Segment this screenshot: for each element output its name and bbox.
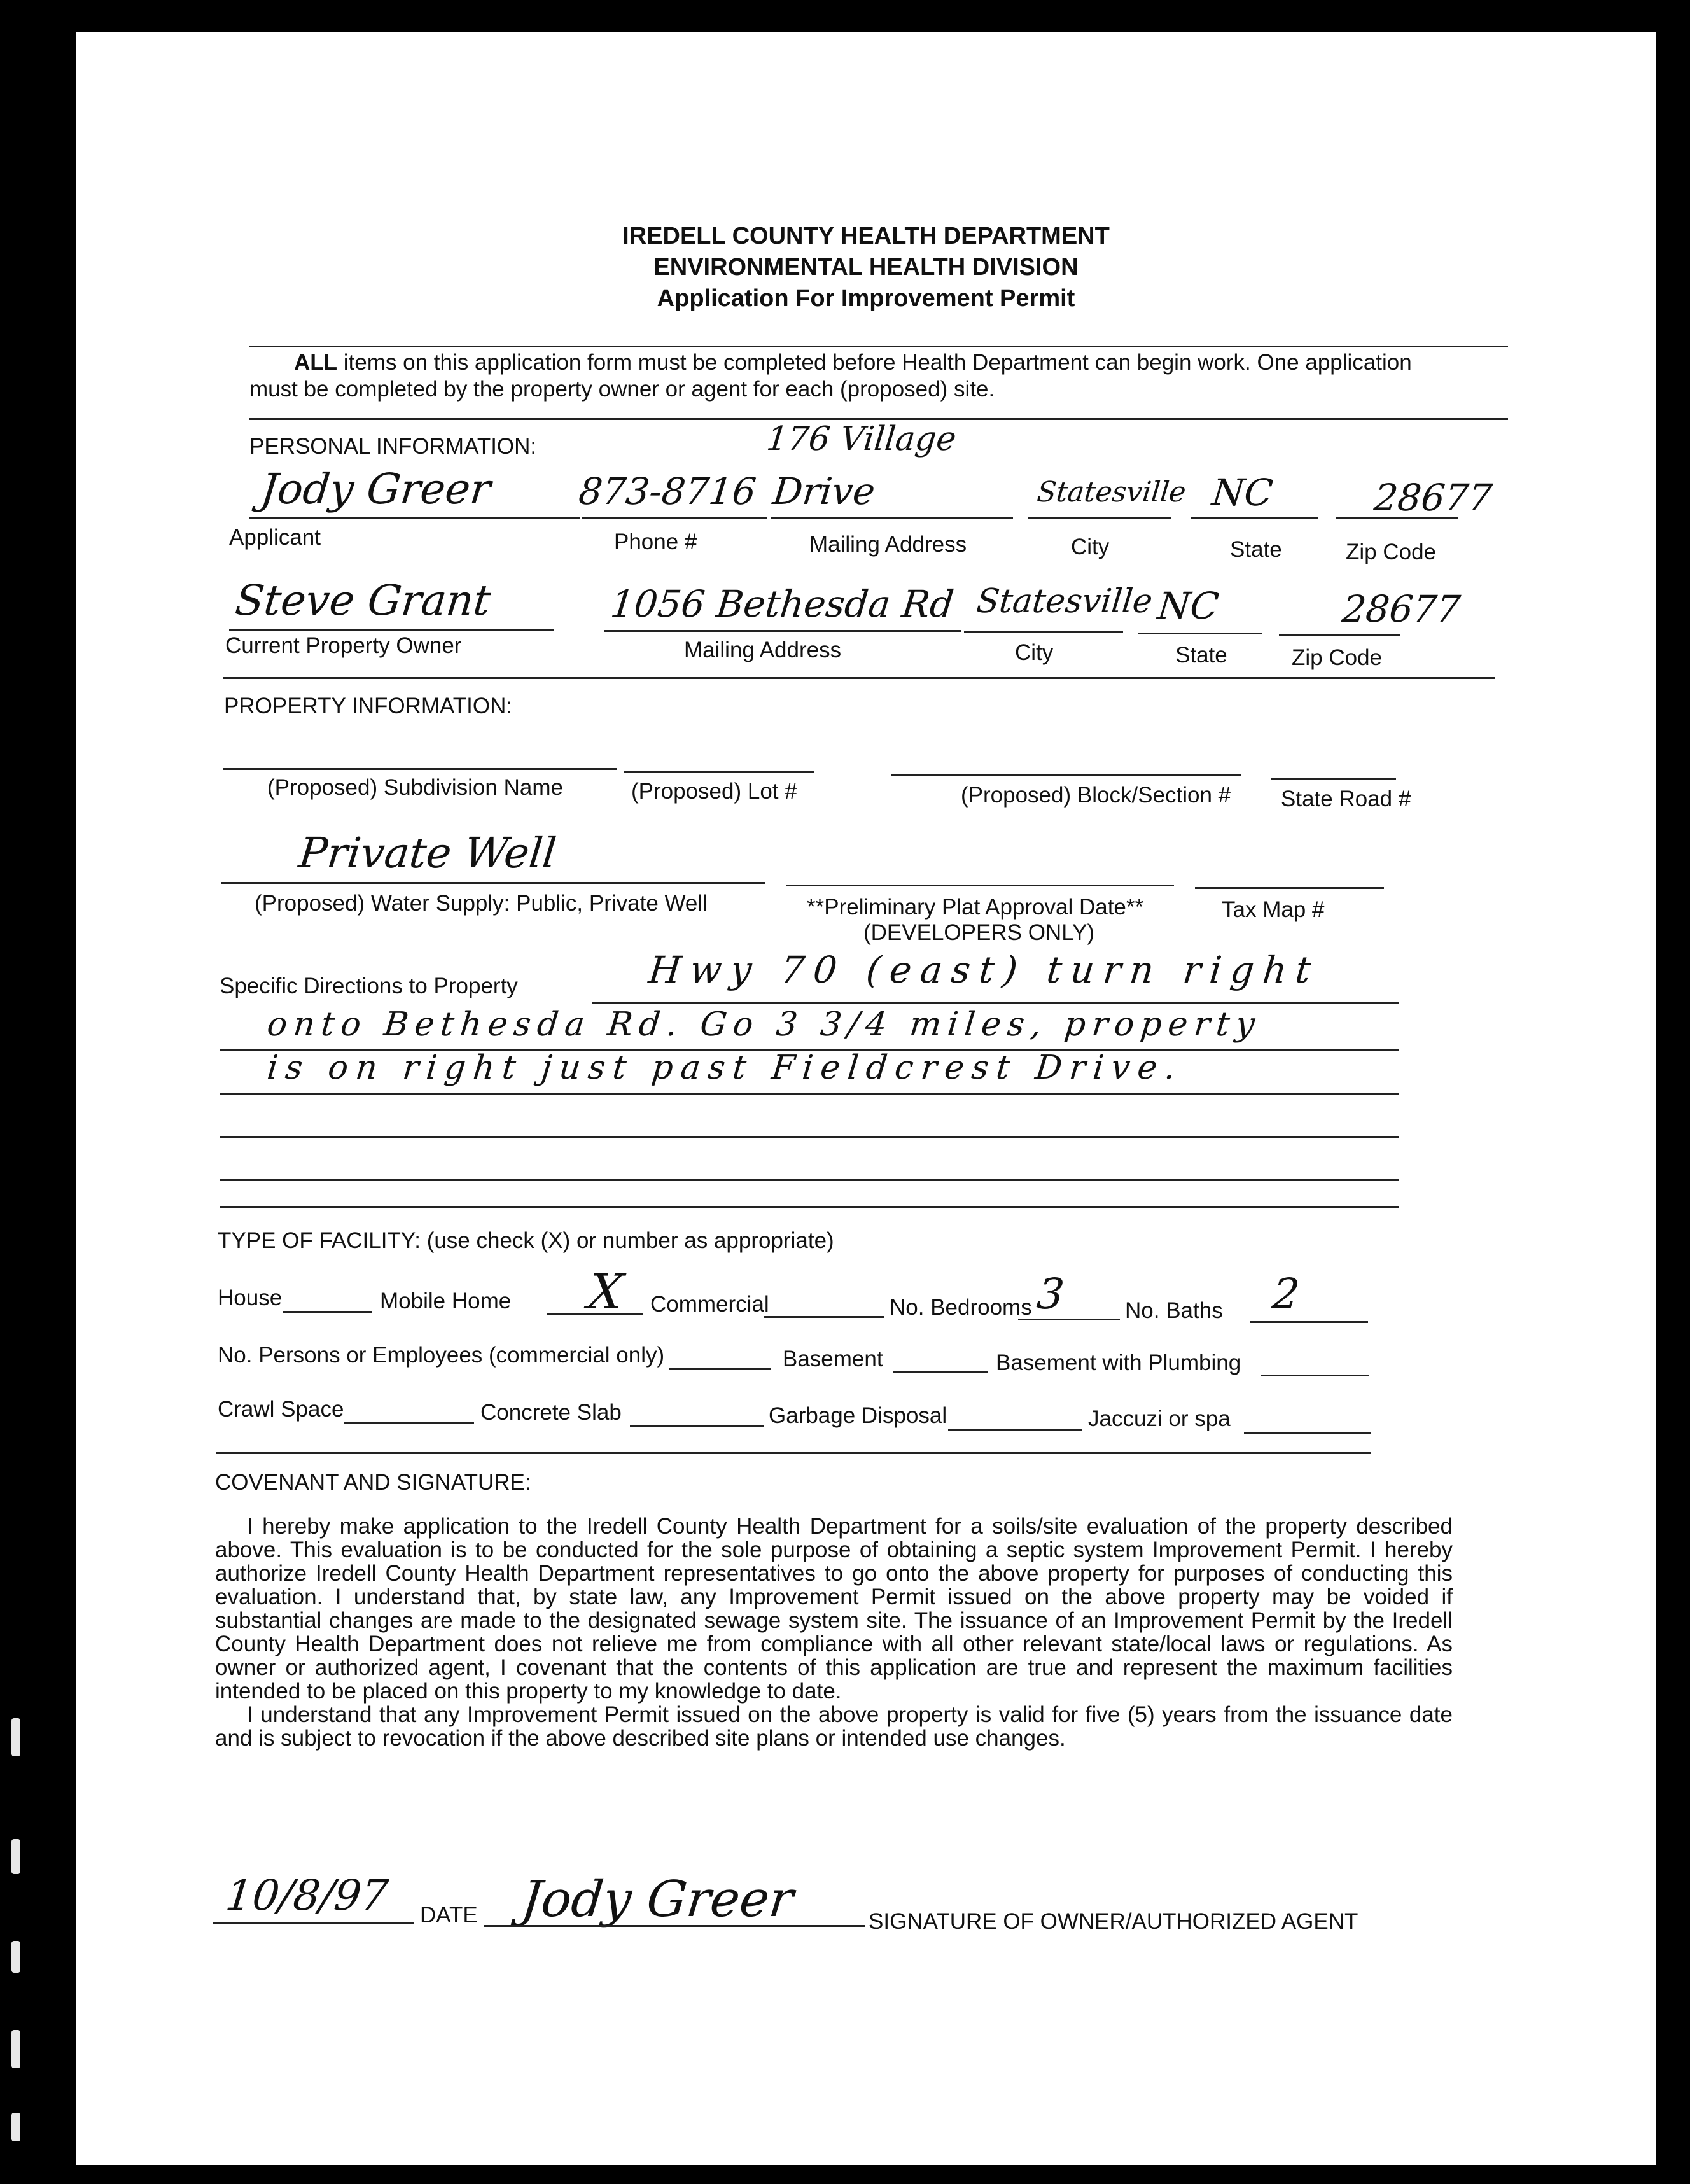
- signature: Jody Greer: [519, 1871, 796, 1928]
- mobile-home-line: [547, 1313, 643, 1315]
- divider: [216, 1452, 1371, 1454]
- concrete-slab-line: [630, 1425, 764, 1427]
- covenant-paragraph-1: I hereby make application to the Iredell County Health Department for a soils/site evaluation of the property described above. This evaluation is to be conducted for the sole purpose of obtaining a septic system Improvement Permit. I hereby authorize Iredell County Health Department representatives to go onto the above property for purposes of conducting this evaluation. I understand that, by state law, any Improvement Permit issued on the above property may be voided if substantial changes are made to the designated sewage system site. The issuance of an Improvement Permit by the Iredell County Health Department does not relieve me from compliance with all other relevant state/local laws or regulations. As owner or authorized agent, I covenant that the contents of this application are true and represent the maximum facilities intended to be placed on this property to my knowledge to date.: [215, 1514, 1453, 1704]
- persons-line: [669, 1368, 771, 1370]
- label-jacuzzi: Jaccuzi or spa: [1088, 1406, 1231, 1431]
- owner-city-line: [964, 631, 1123, 633]
- signature-line: [484, 1925, 865, 1927]
- house-line: [283, 1311, 372, 1313]
- owner-state-line: [1138, 633, 1262, 634]
- label-commercial: Commercial: [650, 1292, 769, 1317]
- applicant-state: NC: [1210, 471, 1275, 514]
- owner-name: Steve Grant: [232, 576, 493, 625]
- garbage-disposal-line: [948, 1429, 1082, 1431]
- scan-edge-mark: [11, 1839, 20, 1874]
- applicant-name: Jody Greer: [258, 465, 493, 514]
- facility-section-title: TYPE OF FACILITY: (use check (X) or number as appropriate): [218, 1228, 834, 1253]
- plat-date-line: [786, 885, 1174, 886]
- water-supply-value: Private Well: [296, 829, 559, 878]
- mobile-home-mark: X: [585, 1263, 626, 1320]
- header-department: IREDELL COUNTY HEALTH DEPARTMENT: [622, 223, 1110, 249]
- date-value: 10/8/97: [223, 1871, 391, 1920]
- commercial-line: [764, 1316, 884, 1318]
- label-date: DATE: [420, 1903, 478, 1928]
- label-plat-date: **Preliminary Plat Approval Date**: [807, 895, 1144, 920]
- owner-city: Statesville: [974, 582, 1155, 620]
- label-concrete-slab: Concrete Slab: [480, 1400, 622, 1425]
- label-state: State: [1230, 537, 1282, 562]
- tax-map-line: [1195, 887, 1384, 889]
- directions-line3: is on right just past Fieldcrest Drive.: [265, 1049, 1185, 1087]
- label-basement: Basement: [783, 1347, 883, 1371]
- applicant-city-line: [1028, 517, 1171, 519]
- label-garbage-disposal: Garbage Disposal: [769, 1403, 947, 1428]
- directions-line-1: [592, 1002, 1399, 1004]
- jacuzzi-line: [1244, 1432, 1371, 1434]
- scan-edge-mark: [11, 2113, 20, 2141]
- label-owner-city: City: [1015, 640, 1054, 665]
- applicant-name-line: [249, 517, 580, 519]
- header-division: ENVIRONMENTAL HEALTH DIVISION: [653, 254, 1079, 281]
- label-mailing-address: Mailing Address: [809, 532, 967, 557]
- applicant-phone-line: [582, 517, 767, 519]
- applicant-address-line: [771, 517, 1013, 519]
- applicant-state-line: [1191, 517, 1318, 519]
- label-phone: Phone #: [614, 529, 697, 554]
- label-house: House: [218, 1285, 283, 1310]
- directions-line-3: [220, 1093, 1399, 1095]
- water-supply-line: [221, 882, 765, 884]
- label-crawl-space: Crawl Space: [218, 1397, 344, 1422]
- owner-state: NC: [1156, 584, 1221, 627]
- owner-address: 1056 Bethesda Rd: [608, 582, 956, 626]
- baths-value: 2: [1269, 1270, 1302, 1319]
- basement-line: [893, 1371, 988, 1373]
- scan-edge-mark: [11, 2030, 20, 2068]
- directions-line-4: [220, 1136, 1399, 1138]
- label-subdivision: (Proposed) Subdivision Name: [267, 775, 563, 800]
- applicant-zip: 28677: [1372, 476, 1495, 519]
- label-block: (Proposed) Block/Section #: [961, 783, 1231, 808]
- owner-address-line: [604, 630, 961, 632]
- label-owner-zip: Zip Code: [1292, 645, 1383, 670]
- block-line: [891, 774, 1241, 776]
- label-state-road: State Road #: [1281, 787, 1411, 811]
- label-applicant: Applicant: [229, 525, 321, 550]
- date-line: [213, 1922, 414, 1924]
- owner-zip: 28677: [1340, 587, 1463, 631]
- header-form-title: Application For Improvement Permit: [657, 285, 1075, 312]
- scan-edge-mark: [11, 1941, 20, 1973]
- bedrooms-line: [1018, 1319, 1120, 1320]
- label-owner-mailing-address: Mailing Address: [684, 638, 842, 662]
- applicant-address-line1: 176 Village: [764, 420, 958, 458]
- applicant-zip-line: [1336, 517, 1458, 519]
- label-lot: (Proposed) Lot #: [631, 779, 797, 804]
- applicant-city: Statesville: [1035, 476, 1188, 508]
- label-basement-plumbing: Basement with Plumbing: [996, 1350, 1241, 1375]
- instructions: [249, 350, 1516, 402]
- label-zip: Zip Code: [1346, 540, 1437, 564]
- label-baths: No. Baths: [1125, 1298, 1223, 1323]
- personal-section-title: PERSONAL INFORMATION:: [249, 434, 537, 459]
- label-directions: Specific Directions to Property: [220, 974, 518, 998]
- directions-line2: onto Bethesda Rd. Go 3 3/4 miles, property: [265, 1005, 1263, 1044]
- divider: [249, 346, 1508, 347]
- instructions-bold: ALL: [294, 350, 338, 375]
- divider: [220, 1206, 1399, 1208]
- label-water-supply: (Proposed) Water Supply: Public, Private Well: [255, 891, 708, 916]
- label-tax-map: Tax Map #: [1222, 897, 1325, 922]
- instructions-line2: must be completed by the property owner or agent for each (proposed) site.: [249, 377, 995, 402]
- owner-name-line: [229, 629, 554, 631]
- bedrooms-value: 3: [1034, 1270, 1067, 1319]
- label-bedrooms: No. Bedrooms: [890, 1295, 1032, 1320]
- covenant-section-title: COVENANT AND SIGNATURE:: [215, 1470, 531, 1495]
- label-owner-state: State: [1175, 643, 1227, 668]
- basement-plumbing-line: [1261, 1375, 1369, 1376]
- applicant-phone: 873-8716: [576, 470, 758, 513]
- label-current-owner: Current Property Owner: [225, 633, 462, 658]
- crawl-space-line: [344, 1422, 474, 1424]
- label-mobile-home: Mobile Home: [380, 1289, 512, 1313]
- covenant-paragraph-2: I understand that any Improvement Permit issued on the above property is valid for five (5) years from the issuance date and is subject to revocation if the above described site plans or intended use changes.: [215, 1702, 1453, 1751]
- state-road-line: [1271, 778, 1396, 780]
- applicant-address-line2: Drive: [771, 470, 877, 513]
- instructions-text: items on this application form must be completed before Health Department can begin work. One application: [337, 350, 1412, 375]
- directions-line-5: [220, 1179, 1399, 1181]
- lot-line: [624, 771, 814, 773]
- baths-line: [1250, 1321, 1368, 1323]
- label-persons: No. Persons or Employees (commercial only): [218, 1343, 665, 1368]
- directions-line1: Hwy 70 (east) turn right: [646, 948, 1322, 991]
- subdivision-line: [223, 768, 617, 770]
- owner-zip-line: [1279, 634, 1400, 636]
- label-city: City: [1071, 535, 1110, 559]
- scan-edge-mark: [11, 1718, 20, 1756]
- property-section-title: PROPERTY INFORMATION:: [224, 694, 513, 718]
- label-signature: SIGNATURE OF OWNER/AUTHORIZED AGENT: [869, 1909, 1358, 1934]
- form-page: [76, 32, 1656, 2165]
- covenant-text: [215, 1515, 1453, 1750]
- form-header: [76, 223, 1656, 312]
- divider: [223, 677, 1495, 679]
- label-developers-only: (DEVELOPERS ONLY): [863, 920, 1095, 945]
